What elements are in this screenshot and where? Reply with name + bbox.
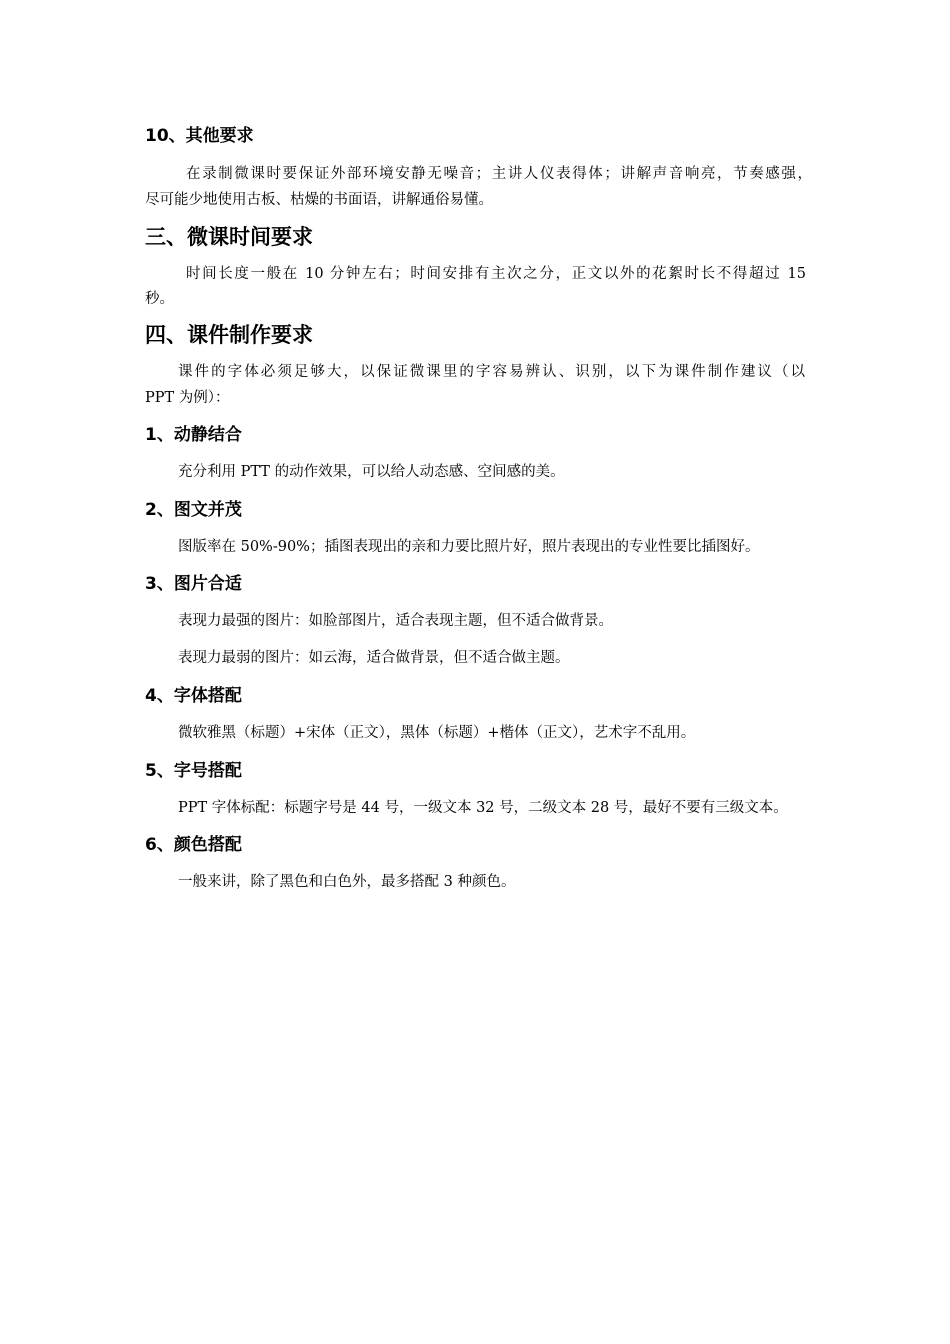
heading-item-1: 1、动静结合 <box>145 425 242 445</box>
heading-courseware-requirements: 四、课件制作要求 <box>145 323 313 347</box>
paragraph-other-line-1: 在录制微课时要保证外部环境安静无噪音；主讲人仪表得体；讲解声音响亮，节奏感强， <box>186 166 812 182</box>
item-6-text: 一般来讲，除了黑色和白色外，最多搭配 3 种颜色。 <box>178 874 516 890</box>
paragraph-courseware-line-1: 课件的字体必须足够大，以保证微课里的字容易辨认、识别，以下为课件制作建议（以 <box>178 364 805 380</box>
paragraph-time-line-1: 时间长度一般在 10 分钟左右；时间安排有主次之分，正文以外的花絮时长不得超过 15 <box>186 266 806 282</box>
paragraph-other-line-2: 尽可能少地使用古板、枯燥的书面语，讲解通俗易懂。 <box>145 192 493 208</box>
item-3-text-2: 表现力最弱的图片：如云海，适合做背景，但不适合做主题。 <box>178 650 570 666</box>
heading-other-requirements: 10、其他要求 <box>145 126 254 146</box>
heading-time-requirements: 三、微课时间要求 <box>145 225 313 249</box>
heading-item-4: 4、字体搭配 <box>145 686 242 706</box>
paragraph-time-line-2: 秒。 <box>145 291 174 307</box>
item-3-text-1: 表现力最强的图片：如脸部图片，适合表现主题，但不适合做背景。 <box>178 613 613 629</box>
item-2-text: 图版率在 50%-90%；插图表现出的亲和力要比照片好，照片表现出的专业性要比插图好。 <box>178 539 760 555</box>
item-5-text: PPT 字体标配：标题字号是 44 号，一级文本 32 号，二级文本 28 号，最好不要有三级文本。 <box>178 800 788 816</box>
item-1-text: 充分利用 PTT 的动作效果，可以给人动态感、空间感的美。 <box>178 464 565 480</box>
paragraph-courseware-line-2: PPT 为例）： <box>145 390 230 406</box>
heading-item-6: 6、颜色搭配 <box>145 835 242 855</box>
heading-item-2: 2、图文并茂 <box>145 500 242 520</box>
heading-item-3: 3、图片合适 <box>145 574 242 594</box>
item-4-text: 微软雅黑（标题）+宋体（正文），黑体（标题）+楷体（正文），艺术字不乱用。 <box>178 725 696 741</box>
heading-item-5: 5、字号搭配 <box>145 761 242 781</box>
